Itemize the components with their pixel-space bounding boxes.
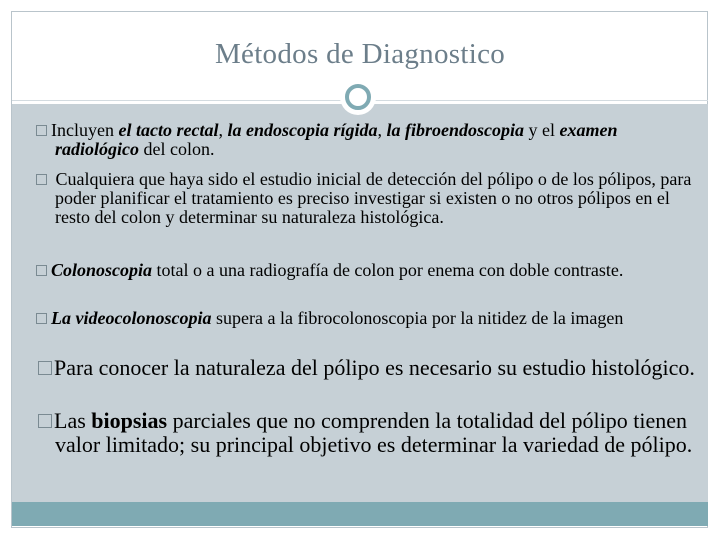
square-bullet-icon [36,313,47,324]
ring-ornament-icon [340,79,376,115]
page-title: Métodos de Diagnostico [214,38,506,70]
bullet-item-5: Para conocer la naturaleza del pólipo es necesario su estudio histológico. [38,356,695,380]
footer-accent-bar [12,502,708,526]
bullet-item-2: Cualquiera que haya sido el estudio inicial de detección del pólipo o de los pólipos, para poder planificar el tratamiento es preciso investigar si existen o no otros pólipos en el resto del colon y determinar su naturaleza histológica. [36,170,695,227]
square-bullet-icon [36,265,47,276]
bullet-item-4: La videocolonoscopia supera a la fibrocolonoscopia por la nitidez de la imagen [36,309,695,328]
square-bullet-icon [36,125,47,136]
square-bullet-icon [36,174,47,185]
square-bullet-icon [38,361,52,375]
bullet-item-6: Las biopsias parciales que no comprenden la totalidad del pólipo tienen valor limitado; su principal objetivo es determinar la variedad de pólipo. [38,409,705,457]
square-bullet-icon [38,414,52,428]
bullet-item-3: Colonoscopia total o a una radiografía de colon por enema con doble contraste. [36,261,705,280]
bullet-item-1: Incluyen el tacto rectal, la endoscopia rígida, la fibroendoscopia y el examen radiológico del colon. [36,121,705,159]
